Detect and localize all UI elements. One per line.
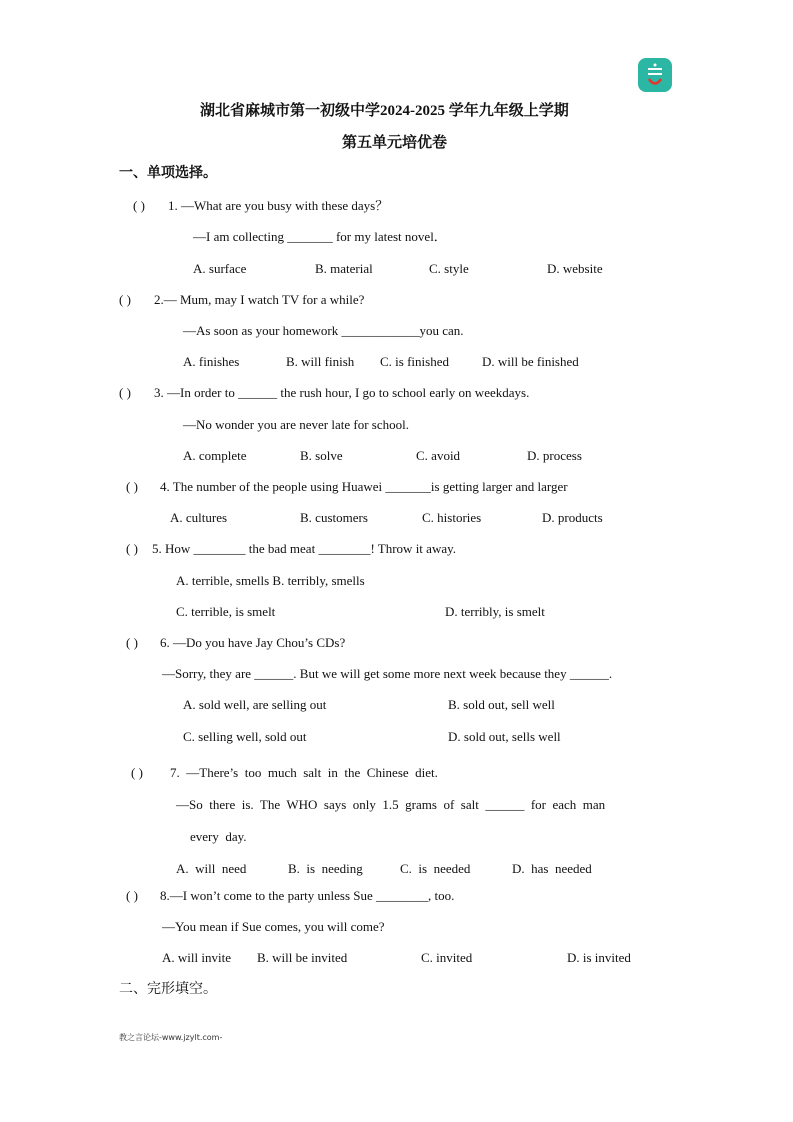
question-stem: 1. —What are you busy with these days？ (168, 198, 389, 213)
option-c: C. histories (422, 510, 482, 525)
option-b: B. customers (300, 510, 368, 525)
option-d: D. is invited (567, 950, 631, 965)
option-c: C. style (429, 261, 469, 276)
answer-bracket[interactable]: ( ) (119, 385, 131, 400)
option-a: A. will need (176, 861, 247, 876)
question-stem: 3. —In order to ______ the rush hour, I go to school early on weekdays. (154, 385, 530, 400)
option-d: D. will be finished (482, 354, 579, 369)
question-stem: 7. —There’s too much salt in the Chinese diet. (170, 765, 438, 780)
question-line: —Sorry, they are ______. But we will get some more next week because they ______. (162, 666, 613, 681)
option-c: C. terrible, is smelt (176, 604, 276, 619)
question-line: —So there is. The WHO says only 1.5 grams of salt ______ for each man (176, 797, 606, 812)
option-a: A. cultures (170, 510, 228, 525)
question-stem: 2.— Mum, may I watch TV for a while? (154, 292, 365, 307)
question-line: —I am collecting _______ for my latest novel． (193, 229, 447, 244)
option-c: C. is needed (400, 861, 471, 876)
option-b: B. sold out, sell well (448, 697, 555, 712)
option-d: D. process (527, 448, 582, 463)
option-c: C. is finished (380, 354, 449, 369)
answer-bracket[interactable]: ( ) (133, 198, 145, 213)
question-line: —As soon as your homework ____________you can. (183, 323, 464, 338)
logo-icon (638, 58, 672, 92)
option-a-b: A. terrible, smells B. terribly, smells (176, 573, 365, 588)
option-d: D. has needed (512, 861, 592, 876)
question-stem: 4. The number of the people using Huawei _______is getting larger and larger (160, 479, 568, 494)
option-a: A. finishes (183, 354, 240, 369)
question-stem: 5. How ________ the bad meat ________! Throw it away. (152, 541, 457, 556)
option-c: C. selling well, sold out (183, 729, 307, 744)
option-b: B. material (315, 261, 373, 276)
question-stem: 6. —Do you have Jay Chou’s CDs? (160, 635, 346, 650)
option-a: A. complete (183, 448, 247, 463)
answer-bracket[interactable]: ( ) (126, 635, 138, 650)
option-b: B. is needing (288, 861, 363, 876)
option-d: D. products (542, 510, 603, 525)
question-stem: 8.—I won’t come to the party unless Sue ________, too. (160, 888, 455, 903)
question-line: —No wonder you are never late for school. (183, 417, 409, 432)
question-line: —You mean if Sue comes, you will come? (162, 919, 385, 934)
option-b: B. will finish (286, 354, 355, 369)
answer-bracket[interactable]: ( ) (119, 292, 131, 307)
answer-bracket[interactable]: ( ) (131, 765, 143, 780)
option-d: D. terribly, is smelt (445, 604, 545, 619)
option-d: D. website (547, 261, 603, 276)
option-a: A. sold well, are selling out (183, 697, 327, 712)
option-d: D. sold out, sells well (448, 729, 561, 744)
question-line: every day. (190, 829, 247, 844)
answer-bracket[interactable]: ( ) (126, 479, 138, 494)
option-c: C. avoid (416, 448, 461, 463)
answer-bracket[interactable]: ( ) (126, 888, 138, 903)
option-b: B. solve (300, 448, 343, 463)
page-subtitle: 第五单元培优卷 (342, 135, 448, 151)
option-a: A. will invite (162, 950, 231, 965)
footer-text: 教之言论坛-www.jzylt.com- (119, 1033, 223, 1042)
option-b: B. will be invited (257, 950, 348, 965)
answer-bracket[interactable]: ( ) (126, 541, 138, 556)
option-c: C. invited (421, 950, 473, 965)
option-a: A. surface (193, 261, 247, 276)
section-heading-two: 二、完形填空。 (119, 982, 217, 997)
section-heading-one: 一、单项选择。 (119, 166, 217, 181)
page-title: 湖北省麻城市第一初级中学2024-2025 学年九年级上学期 (200, 103, 569, 119)
